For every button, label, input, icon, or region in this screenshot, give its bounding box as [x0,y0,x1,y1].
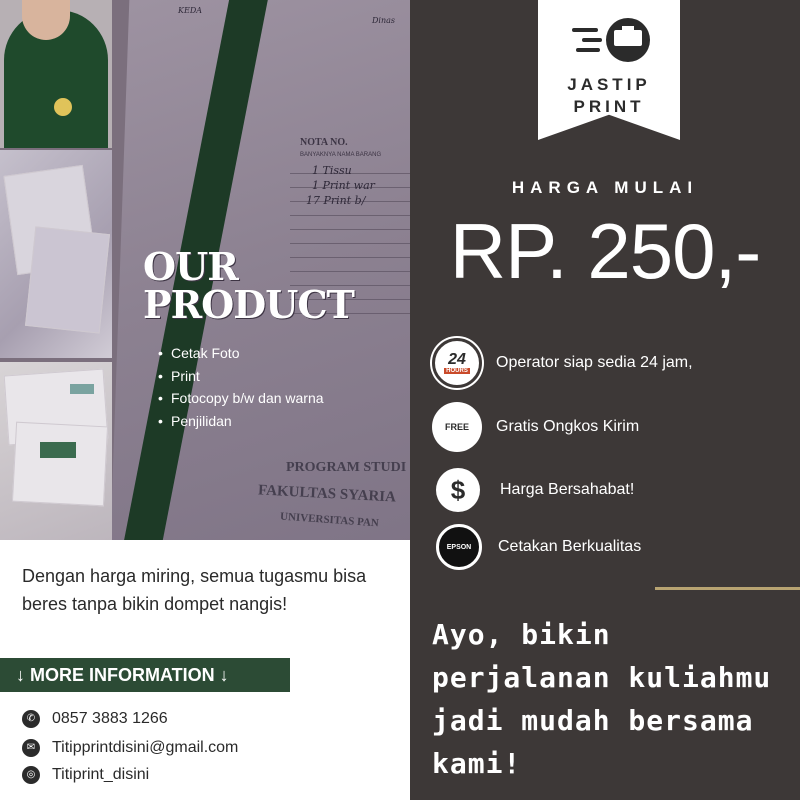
dollar-icon: $ [436,468,480,512]
price-value: RP. 250,- [449,207,761,295]
printed-documents-photo [0,150,112,358]
nota-row: 17 Print b/ [306,194,366,207]
gold-divider [655,587,800,590]
contact-instagram[interactable] [22,764,149,786]
list-item: • Fotocopy b/w dan warna [158,387,324,410]
contact-text: 0857 3883 1266 [52,710,168,727]
nota-row: 1 Tissu [312,164,352,177]
paper-header-fragment: KEDA [178,6,203,15]
feature-item [432,402,639,452]
feature-text: Gratis Ongkos Kirim [496,418,640,435]
feature-item [436,468,634,512]
title-line: OUR [143,244,238,289]
email-icon: ✉ [22,739,40,757]
list-item: • Penjilidan [158,410,324,433]
instagram-icon: ◎ [22,766,40,784]
product-list [158,342,324,432]
our-product-title [143,244,354,327]
paper-header-fragment-2: Dinas [372,16,395,25]
nota-columns: BANYAKNYA NAMA BARANG [300,152,382,158]
speed-line [582,38,602,42]
contact-text: Titipprintdisini@gmail.com [52,739,239,756]
nota-title: NOTA NO. [300,137,348,148]
contact-email[interactable] [22,737,238,759]
feature-text: Cetakan Berkualitas [498,538,642,555]
feature-text: Operator siap sedia 24 jam, [496,354,693,371]
printer-body-icon [614,30,642,46]
price-label: HARGA MULAI [511,178,699,197]
logo-line: PRINT [573,97,645,116]
tagline: Dengan harga miring, semua tugasmu bisa beres tanpa bikin dompet nangis! [22,566,367,614]
list-item: • Print [158,365,324,388]
logo-line: JASTIP [567,75,651,94]
whatsapp-icon: ✆ [22,710,40,728]
printer-icon: EPSON [436,524,482,570]
speed-line [576,48,600,52]
call-to-action: Ayo, bikin perjalanan kuliahmu jadi mudah bersama kami! [432,618,772,780]
free-delivery-truck-icon: FREE [432,402,482,452]
feature-text: Harga Bersahabat! [500,481,635,498]
logo-text [538,74,680,118]
title-line: PRODUCT [143,282,354,327]
student-photo [0,0,112,148]
contact-phone[interactable] [22,708,168,730]
contact-text: Titiprint_disini [52,766,150,783]
student-badge [52,96,74,118]
stamp-line: FAKULTAS SYARIA [257,482,397,506]
feature-item [432,338,693,388]
speed-line [572,28,598,32]
list-item: • Cetak Foto [158,342,324,365]
more-information-banner: ↓ MORE INFORMATION ↓ [0,658,290,692]
stamp-line: UNIVERSITAS PAN [279,510,380,530]
stamp-line: PROGRAM STUDI [286,460,407,475]
printed-color-pages-photo [0,362,112,540]
product-photo-collage [0,0,410,540]
24-hours-icon: 24 HOURS [432,338,482,388]
feature-item [436,524,641,570]
nota-row: 1 Print war [312,179,375,192]
